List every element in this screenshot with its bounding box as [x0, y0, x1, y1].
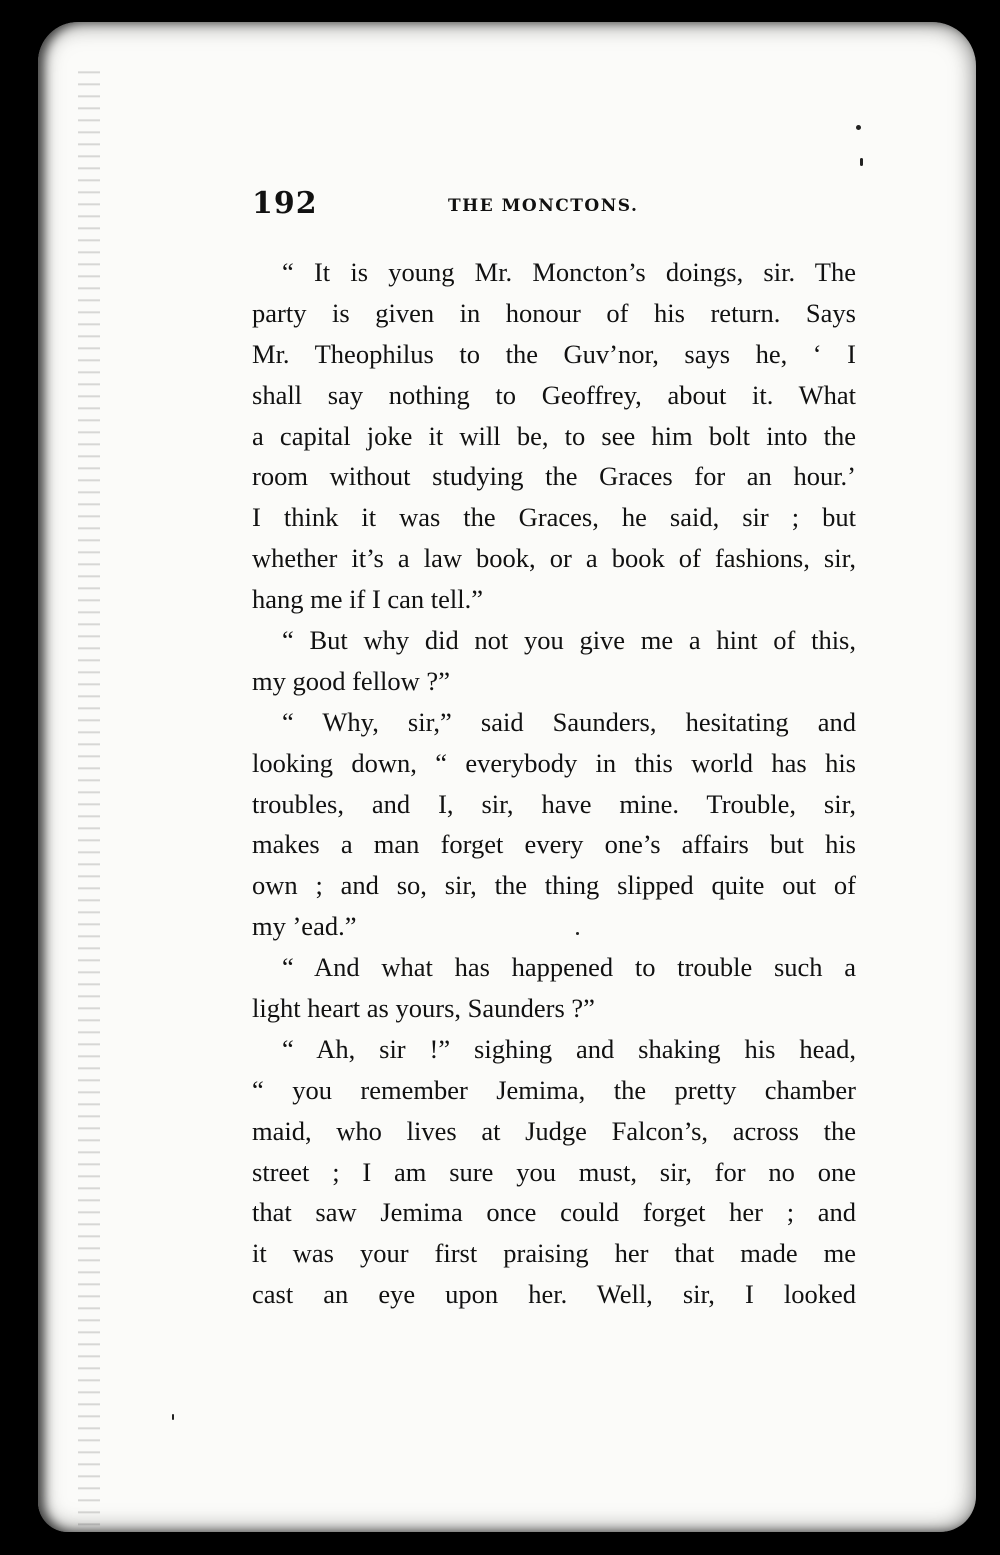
text-line: party is given in honour of his return. Says	[252, 297, 856, 328]
text-line: a capital joke it will be, to see him bolt into the	[252, 420, 856, 451]
text-line: troubles, and I, sir, have mine. Trouble, sir,	[252, 788, 856, 819]
text-line: street ; I am sure you must, sir, for no one	[252, 1156, 856, 1187]
text-line: hang me if I can tell.”	[252, 584, 484, 615]
text-line: “ Ah, sir !” sighing and shaking his head,	[282, 1033, 856, 1064]
text-line: “ you remember Jemima, the pretty chamber	[252, 1074, 856, 1105]
text-line: my good fellow ?”	[252, 665, 450, 696]
running-title: THE MONCTONS.	[448, 196, 639, 216]
text-line: it was your first praising her that made me	[252, 1238, 856, 1269]
text-line: shall say nothing to Geoffrey, about it. What	[252, 379, 856, 410]
page-gutter-shadow	[78, 62, 100, 1532]
page-number: 192	[252, 186, 318, 221]
text-line: own ; and so, sir, the thing slipped quite out of	[252, 870, 856, 901]
text-line: my ’ead.”	[252, 911, 357, 942]
text-line: “ Why, sir,” said Saunders, hesitating and	[282, 706, 856, 737]
text-line: that saw Jemima once could forget her ; and	[252, 1197, 856, 1228]
body-text	[252, 252, 856, 1315]
text-line: room without studying the Graces for an hour.’	[252, 461, 856, 492]
text-line: maid, who lives at Judge Falcon’s, across the	[252, 1115, 856, 1146]
text-line: “ And what has happened to trouble such a	[282, 952, 856, 983]
ink-speck	[856, 125, 861, 130]
text-line: “ It is young Mr. Moncton’s doings, sir. The	[282, 257, 856, 287]
text-line: cast an eye upon her. Well, sir, I looked	[252, 1279, 856, 1310]
page-header	[252, 186, 672, 226]
text-line: light heart as yours, Saunders ?”	[252, 993, 595, 1024]
ink-speck	[860, 158, 863, 166]
text-line: whether it’s a law book, or a book of fashions, sir,	[252, 543, 856, 574]
text-line: I think it was the Graces, he said, sir ; but	[252, 502, 856, 533]
ink-speck	[172, 1414, 174, 1420]
text-line: “ But why did not you give me a hint of this,	[282, 625, 856, 656]
text-line: Mr. Theophilus to the Guv’nor, says he, ‘ I	[252, 338, 856, 369]
text-line: looking down, “ everybody in this world has his	[252, 747, 856, 778]
text-line: makes a man forget every one’s affairs but his	[252, 829, 856, 860]
